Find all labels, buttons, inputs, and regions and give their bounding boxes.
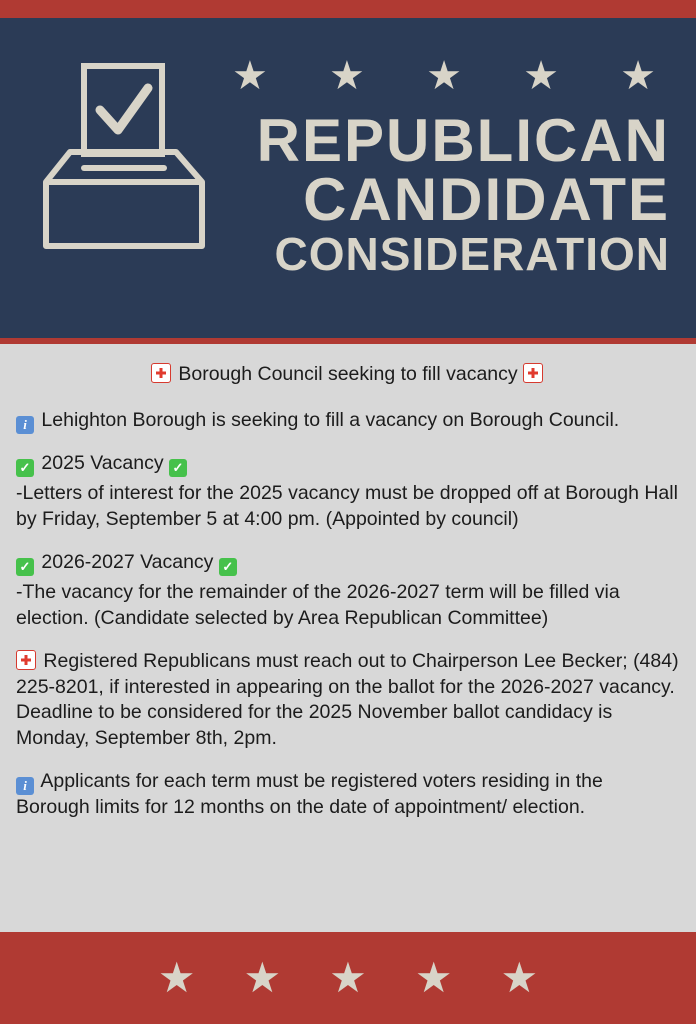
- header-text-block: [222, 18, 696, 279]
- sos-icon: [523, 363, 543, 383]
- header-stars-row: [222, 56, 670, 96]
- poster-footer: [0, 932, 696, 1024]
- sos-icon: [16, 650, 36, 670]
- section-2-heading-text: 2026-2027 Vacancy: [41, 550, 214, 573]
- star-icon: ★: [426, 54, 462, 98]
- star-icon: ★: [232, 54, 268, 98]
- star-icon: ★: [329, 954, 367, 1001]
- info-icon: i: [16, 416, 34, 434]
- headline-text: Borough Council seeking to fill vacancy: [178, 363, 518, 385]
- poster-body: [0, 344, 696, 932]
- ballot-box-icon: [36, 60, 211, 260]
- title-line-3: CONSIDERATION: [274, 227, 670, 280]
- star-icon: ★: [414, 954, 453, 1001]
- eligibility-paragraph: [16, 769, 680, 821]
- contact-paragraph: [16, 649, 680, 753]
- star-icon: ★: [329, 54, 365, 98]
- title-line-2: CANDIDATE: [303, 165, 670, 233]
- check-mark-icon: [16, 558, 34, 576]
- eligibility-text: Applicants for each term must be registered voters residing in the Borough limits for 12 months on the date of appointment/ election.: [16, 770, 603, 819]
- section-1-heading: [16, 451, 680, 477]
- star-icon: ★: [500, 954, 539, 1001]
- contact-text: Registered Republicans must reach out to Chairperson Lee Becker; (484) 225-8201, if interested in appearing on the ballot for the 2026-2027 vacancy. Deadline to be considered for the 2025 November ballot candidacy is Monday, September 8th, 2pm.: [16, 649, 679, 750]
- headline-row: [16, 362, 680, 388]
- star-icon: ★: [157, 954, 196, 1001]
- check-mark-icon: [219, 558, 237, 576]
- star-icon: ★: [620, 54, 656, 98]
- title-line-1: REPUBLICAN: [256, 107, 670, 174]
- section-1-heading-text: 2025 Vacancy: [41, 451, 164, 474]
- poster-title: [222, 107, 670, 280]
- star-icon: ★: [523, 54, 559, 98]
- sos-icon: [151, 363, 171, 383]
- check-mark-icon: [169, 459, 187, 477]
- info-icon: i: [16, 777, 34, 795]
- top-red-strip: [0, 0, 696, 18]
- intro-paragraph: [16, 408, 680, 434]
- star-icon: ★: [243, 954, 282, 1001]
- poster-header: [0, 18, 696, 344]
- check-mark-icon: [16, 459, 34, 477]
- section-2-heading: [16, 550, 680, 576]
- intro-text: Lehighton Borough is seeking to fill a vacancy on Borough Council.: [41, 408, 620, 431]
- section-1-text: -Letters of interest for the 2025 vacancy must be dropped off at Borough Hall by Friday, September 5 at 4:00 pm. (Appointed by council): [16, 481, 678, 530]
- section-2-text: -The vacancy for the remainder of the 2026-2027 term will be filled via election. (Candidate selected by Area Republican Committee): [16, 580, 620, 629]
- ballot-box-illustration: [0, 18, 222, 265]
